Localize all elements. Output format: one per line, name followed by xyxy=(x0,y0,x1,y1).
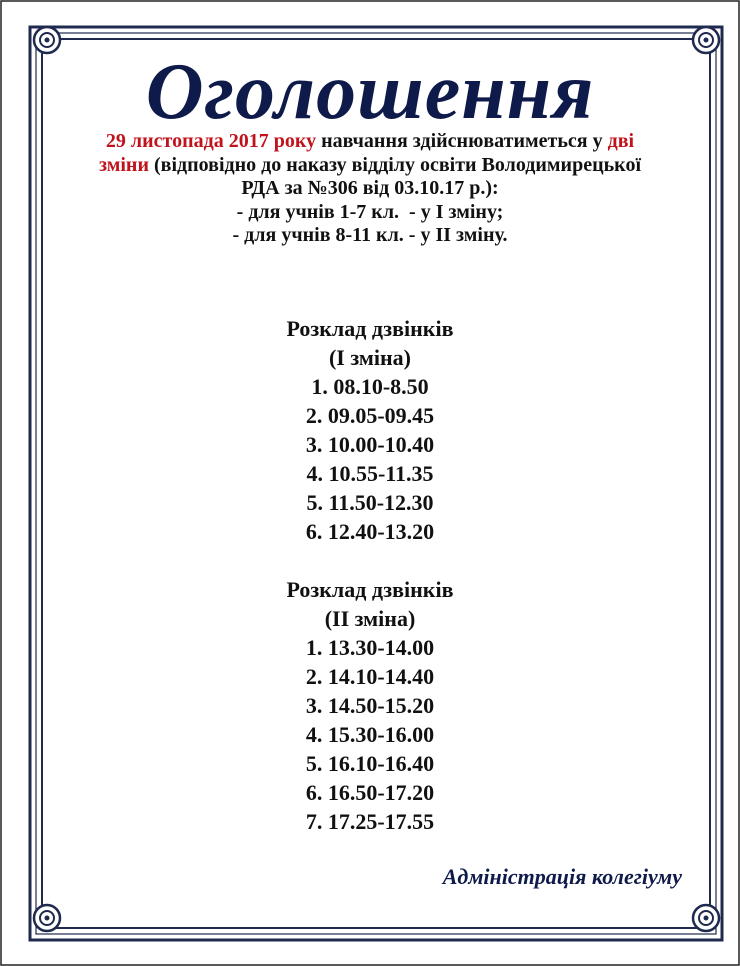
schedule-1-item: 3. 10.00-10.40 xyxy=(305,432,435,457)
notice-shifts: дві зміни xyxy=(99,130,635,176)
schedule-2-list xyxy=(0,633,740,836)
page-title: Оголошення xyxy=(145,48,595,136)
schedule-1-item: 2. 09.05-09.45 xyxy=(305,403,435,428)
schedule-1-heading: Розклад дзвінків xyxy=(286,316,454,341)
notice-text xyxy=(80,130,660,248)
notice-date: 29 листопада 2017 року xyxy=(105,130,317,152)
schedule-2-item: 3. 14.50-15.20 xyxy=(305,693,435,718)
schedule-1-item: 6. 12.40-13.20 xyxy=(305,519,435,544)
schedule-2-shift: (ІІ зміна) xyxy=(324,606,416,631)
schedule-2-heading: Розклад дзвінків xyxy=(286,577,454,602)
schedule-2-item: 2. 14.10-14.40 xyxy=(305,664,435,689)
schedule-1-shift: (І зміна) xyxy=(328,345,412,370)
schedule-2-item: 7. 17.25-17.55 xyxy=(305,809,435,834)
schedule-2-item: 1. 13.30-14.00 xyxy=(305,635,435,660)
signature: Адміністрація колегіуму xyxy=(442,864,682,889)
schedule-2-item: 5. 16.10-16.40 xyxy=(305,751,435,776)
schedule-2-item: 4. 15.30-16.00 xyxy=(305,722,435,747)
schedule-1-item: 5. 11.50-12.30 xyxy=(306,490,434,515)
schedule-1-item: 1. 08.10-8.50 xyxy=(311,374,429,399)
notice-text-part-2: (відповідно до наказу відділу освіти Володимирецької РДА за №306 від 03.10.17 р.): xyxy=(148,153,641,199)
notice-line-1: - для учнів 1-7 кл. - у І зміну; xyxy=(236,200,504,223)
schedule-1-item: 4. 10.55-11.35 xyxy=(306,461,434,486)
schedule-2-item: 6. 16.50-17.20 xyxy=(305,780,435,805)
schedule-1-list xyxy=(0,372,740,546)
notice-text-part-1: навчання здійснюватиметься у xyxy=(316,130,608,152)
notice-line-2: - для учнів 8-11 кл. - у ІІ зміну. xyxy=(232,224,508,246)
